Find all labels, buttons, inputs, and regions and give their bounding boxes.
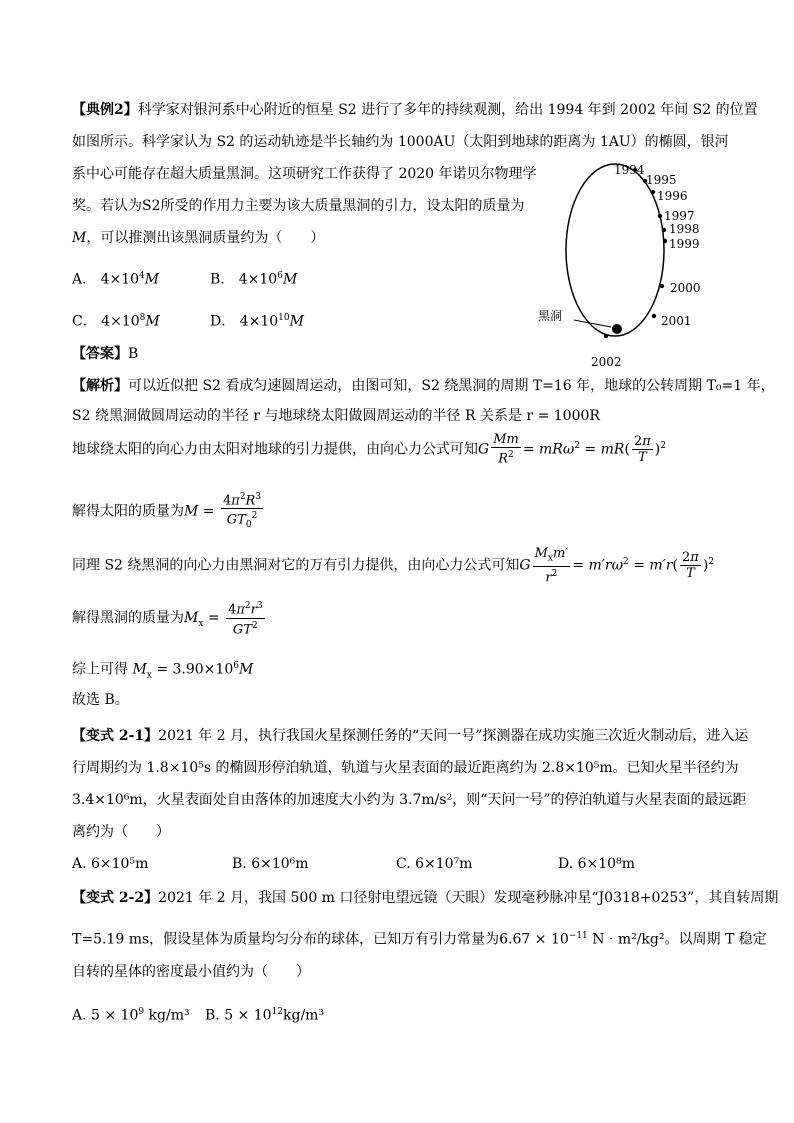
variant1-line-3: 3.4×10⁶m，火星表面处自由落体的加速度大小约为 3.7m/s²，则“天问一号”的停泊轨道与火星表面的最远距	[72, 792, 747, 808]
year-label-2002: 2002	[591, 355, 622, 368]
variant1-option-c: C. 6×10⁷m	[396, 856, 473, 872]
answer-line	[72, 344, 138, 364]
variant2-option-b: B. $5 \times 10^{12}kg/m^3$	[205, 1007, 325, 1024]
variant1-line-1: 【变式 2-1】2021 年 2 月，执行我国火星探测任务的“天问一号”探测器在成功实施三次近火制动后，进入运	[72, 728, 749, 744]
analysis-line-3: 地球绕太阳的向心力由太阳对地球的引力提供，由向心力公式可知G $\frac{Mm}{R^2}$ = mRω$^2$ = mR( $\frac{2\pi}{T}$ )$^2$	[72, 432, 666, 467]
example2-tag: 【典例2】	[72, 102, 138, 118]
variant1-line-2: 行周期约为 1.8×10⁵s 的椭圆形停泊轨道，轨道与火星表面的最近距离约为 2.8×10⁵m。已知火星半径约为	[72, 760, 739, 776]
year-label-1995: 1995	[646, 173, 677, 187]
analysis-line-7: 综上可得 $M_x = 3.90\times 10^6M$	[72, 661, 254, 681]
variant2-line-3: 自转的星体的密度最小值约为（ ）	[72, 964, 310, 980]
year-label-2001: 2001	[661, 314, 692, 328]
analysis-line-5: 同理 S2 绕黑洞的向心力由黑洞对它的万有引力提供，由向心力公式可知G $\frac{M_xm'}{r^2}$ = $m'r\omega^2 = m'r$( $\frac{2\pi}{T}$ )$^2$	[72, 545, 715, 586]
orbit-point-1999	[663, 239, 667, 243]
year-label-1999: 1999	[669, 237, 700, 251]
variant2-tag: 【变式 2-2】	[72, 890, 159, 906]
black-hole-dot	[612, 324, 622, 334]
example2-line-3: 系中心可能存在超大质量黑洞。这项研究工作获得了 2020 年诺贝尔物理学	[72, 166, 537, 182]
orbit-point-1997	[658, 214, 662, 218]
analysis-tag: 【解析】	[72, 378, 128, 394]
variant1-line-4: 离约为（ ）	[72, 824, 170, 840]
year-label-2000: 2000	[670, 281, 701, 295]
option-b: B． $4\times 10^6M$	[210, 271, 298, 288]
analysis-line-6: 解得黑洞的质量为$M_x$ = $\frac{4\pi^2r^3}{GT^2}$	[72, 601, 263, 637]
orbit-point-1996	[651, 190, 655, 194]
variant1-option-a: A. 6×10⁵m	[72, 856, 149, 872]
answer-value: B	[128, 346, 139, 362]
s2-orbit-figure	[530, 158, 730, 368]
orbit-point-2002	[604, 334, 608, 338]
answer-tag: 【答案】	[72, 346, 128, 362]
example2-line-2: 如图所示。科学家认为 S2 的运动轨迹是半长轴约为 1000AU（太阳到地球的距离为 1AU）的椭圆，银河	[72, 134, 729, 150]
analysis-line-2: S2 绕黑洞做圆周运动的半径 r 与地球绕太阳做圆周运动的半径 R 关系是 r = 1000R	[72, 408, 600, 424]
black-hole-label: 黑洞	[538, 309, 563, 323]
orbit-point-1998	[662, 228, 666, 232]
example2-line-4: 奖。若认为S2所受的作用力主要为该大质量黑洞的引力，设太阳的质量为	[72, 198, 525, 214]
variant1-tag: 【变式 2-1】	[72, 728, 159, 744]
variant1-option-d: D. 6×10⁸m	[558, 856, 635, 872]
example2-line-5: M，可以推测出该黑洞质量约为（ ）	[72, 230, 325, 246]
analysis-line-1: 【解析】可以近似把 S2 看成匀速圆周运动，由图可知，S2 绕黑洞的周期 T=16 年，地球的公转周期 T₀=1 年，	[72, 378, 775, 394]
option-c: C． $4\times 10^8M$	[72, 313, 160, 330]
variant2-line-2: T=5.19 ms，假设星体为质量均匀分布的球体，已知万有引力常量为$6.67 \times 10^{-11}$ N · m²/kg²。以周期 T 稳定	[72, 931, 767, 948]
option-a: A． $4\times 10^4M$	[72, 271, 160, 288]
example2-line-1: 【典例2】科学家对银河系中心附近的恒星 S2 进行了多年的持续观测，给出 1994 年到 2002 年间 S2 的位置	[72, 102, 758, 118]
orbit-point-2001	[652, 314, 656, 318]
variant2-option-a: A. $5 \times 10^9$ kg/m³	[72, 1007, 190, 1024]
year-label-1997: 1997	[664, 209, 695, 223]
s2-orbit-ellipse	[566, 164, 664, 336]
variant1-option-b: B. 6×10⁶m	[232, 856, 309, 872]
analysis-line-4: 解得太阳的质量为M = $\frac{4\pi^2R^3}{GT_0^2}$	[72, 492, 262, 531]
orbit-point-2000	[660, 284, 664, 288]
option-d: D． $4\times 10^{10}M$	[210, 313, 304, 330]
year-label-1998: 1998	[669, 222, 700, 236]
year-label-1994: 1994	[614, 163, 645, 177]
variant2-line-1: 【变式 2-2】2021 年 2 月，我国 500 m 口径射电望远镜（天眼）发现毫秒脉冲星“J0318+0253”，其自转周期	[72, 890, 779, 906]
year-label-1996: 1996	[657, 189, 688, 203]
analysis-line-8: 故选 B。	[72, 692, 129, 708]
